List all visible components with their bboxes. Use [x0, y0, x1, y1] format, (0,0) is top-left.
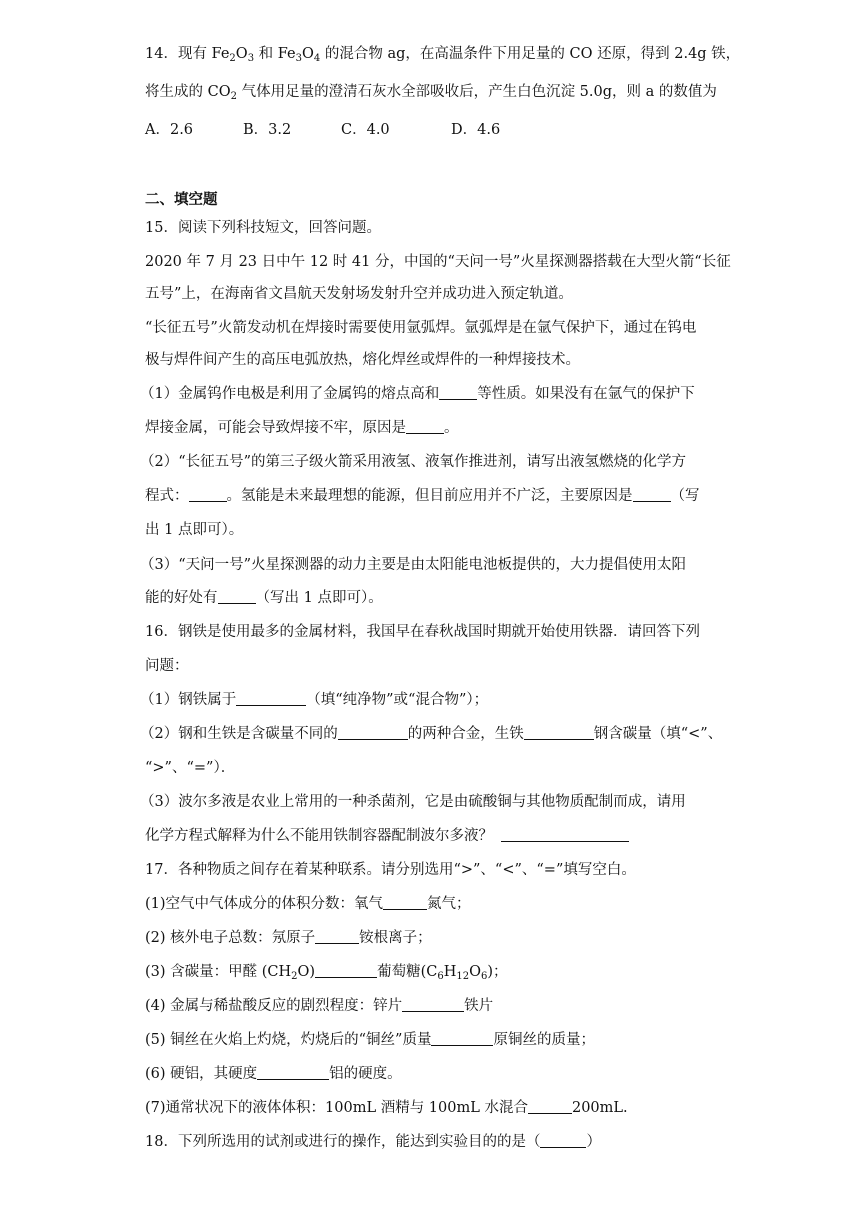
- q15-intro: 15．阅读下列科技短文，回答问题。: [145, 220, 381, 236]
- q14-text: 和 Fe: [254, 46, 296, 62]
- q14-line2: [145, 82, 717, 107]
- q15-text: 。: [444, 420, 459, 436]
- q16-text: 化学方程式解释为什么不能用铁制容器配制波尔多液？: [145, 828, 493, 844]
- q17-text: (3) 含碳量：甲醛 (CH: [145, 964, 292, 980]
- q17-text: 铁片: [464, 998, 494, 1014]
- q17-item-3: [145, 962, 508, 987]
- q17-item-2: [145, 928, 432, 948]
- q17-item-7: [145, 1098, 628, 1118]
- q15-sub3-line2: [145, 588, 383, 608]
- q18-text: 18．下列所选用的试剂或进行的操作，能达到实验目的的是（: [145, 1134, 541, 1150]
- answer-blank[interactable]: [540, 1133, 586, 1148]
- q17-text: (1)空气中气体成分的体积分数：氧气: [145, 896, 384, 912]
- q15-text: 焊接金属，可能会导致焊接不牢，原因是: [145, 420, 406, 436]
- subscript: 4: [313, 53, 321, 64]
- q16-sub3-line2: [145, 826, 629, 846]
- q17-text: O: [469, 964, 481, 980]
- q16-sub2-line1: [140, 724, 722, 744]
- q16-sub3-line1: （3）波尔多液是农业上常用的一种杀菌剂，它是由硫酸铜与其他物质配制而成，请用: [140, 794, 686, 810]
- section-title: 二、填空题: [145, 191, 218, 208]
- q15-line: 2020 年 7 月 23 日中午 12 时 41 分，中国的“天问一号”火星探测器搭载在大型火箭“长征: [145, 254, 731, 270]
- answer-blank[interactable]: [633, 487, 671, 502]
- q18-text: ）: [586, 1134, 601, 1150]
- q16-text: 钢含碳量（填“<”、: [593, 726, 723, 742]
- subscript: 3: [295, 53, 303, 64]
- q15-sub2-line1: （2）“长征五号”的第三子级火箭采用液氢、液氧作推进剂，请写出液氢燃烧的化学方: [140, 454, 687, 470]
- q17-text: 铵根离子；: [359, 930, 432, 946]
- q17-item-5: [145, 1030, 595, 1050]
- q17-text: O): [297, 964, 316, 980]
- answer-blank[interactable]: [189, 487, 227, 502]
- answer-blank[interactable]: [338, 725, 408, 740]
- subscript: 6: [481, 971, 488, 982]
- q15-text: （1）金属钨作电极是利用了金属钨的熔点高和: [140, 386, 440, 402]
- q17-text: (5) 铜丝在火焰上灼烧，灼烧后的“铜丝”质量: [145, 1032, 432, 1048]
- subscript: 2: [291, 971, 298, 982]
- q17-item-1: [145, 894, 471, 914]
- q15-text: 。氢能是未来最理想的能源，但目前应用并不广泛，主要原因是: [226, 488, 633, 504]
- q16-text: （2）钢和生铁是含碳量不同的: [140, 726, 338, 742]
- q14-text: 将生成的 CO: [145, 84, 231, 100]
- q15-text: 程式：: [145, 488, 189, 504]
- subscript: 3: [247, 53, 255, 64]
- answer-blank[interactable]: [315, 929, 359, 944]
- q16-line: 问题：: [145, 658, 189, 674]
- subscript: 6: [437, 971, 444, 982]
- q14-text: 的混合物 ag，在高温条件下用足量的 CO 还原，得到 2.4g 铁，: [320, 46, 741, 62]
- q17-text: (2) 核外电子总数：氖原子: [145, 930, 316, 946]
- q18-line: [145, 1132, 601, 1152]
- q15-text: （写出 1 点即可）。: [255, 590, 383, 606]
- option-d[interactable]: D．4.6: [451, 122, 501, 138]
- answer-blank[interactable]: [528, 1099, 572, 1114]
- q15-line: “长征五号”火箭发动机在焊接时需要使用氩弧焊。氩弧焊是在氩气保护下，通过在钨电: [145, 320, 697, 336]
- answer-blank[interactable]: [501, 827, 629, 842]
- q17-text: 葡萄糖(C: [377, 964, 438, 980]
- option-b[interactable]: B．3.2: [243, 122, 292, 138]
- answer-blank[interactable]: [402, 997, 464, 1012]
- q14-text: 14．现有 Fe: [145, 46, 230, 62]
- q14-text: O: [235, 46, 248, 62]
- answer-blank[interactable]: [257, 1065, 329, 1080]
- q16-sub1: [140, 690, 488, 710]
- option-a[interactable]: A．2.6: [145, 122, 194, 138]
- answer-blank[interactable]: [431, 1031, 493, 1046]
- q17-text: (6) 硬铝，其硬度: [145, 1066, 258, 1082]
- q17-text: 氮气；: [427, 896, 471, 912]
- answer-blank[interactable]: [406, 419, 444, 434]
- q17-text: 原铜丝的质量；: [493, 1032, 595, 1048]
- answer-blank[interactable]: [236, 691, 306, 706]
- q16-sub2-line2: “>”、“=”）．: [145, 760, 236, 776]
- answer-blank[interactable]: [383, 895, 427, 910]
- q17-item-6: [145, 1064, 402, 1084]
- q14-text: 气体用足量的澄清石灰水全部吸收后，产生白色沉淀 5.0g，则 a 的数值为: [236, 84, 717, 100]
- q17-text: 200mL.: [571, 1100, 628, 1116]
- subscript: 2: [230, 91, 237, 102]
- q17-text: 铝的硬度。: [329, 1066, 402, 1082]
- q16-text: （填“纯净物”或“混合物”）；: [306, 692, 489, 708]
- q16-text: 的两种合金，生铁: [407, 726, 524, 742]
- q17-intro: 17．各种物质之间存在着某种联系。请分别选用“>”、“<”、“=”填写空白。: [145, 862, 636, 878]
- answer-blank[interactable]: [524, 725, 594, 740]
- q16-intro: 16．钢铁是使用最多的金属材料，我国早在春秋战国时期就开始使用铁器．请回答下列: [145, 624, 700, 640]
- q17-text: )；: [487, 964, 508, 980]
- q15-sub2-line2: [145, 486, 700, 506]
- subscript: 12: [456, 971, 470, 982]
- q14-options: [145, 120, 500, 140]
- option-c[interactable]: C．4.0: [341, 122, 390, 138]
- subscript: 2: [229, 53, 236, 64]
- q17-text: (7)通常状况下的液体体积：100mL 酒精与 100mL 水混合: [145, 1100, 528, 1116]
- q14-line1: [145, 44, 740, 69]
- q17-text: (4) 金属与稀盐酸反应的剧烈程度：锌片: [145, 998, 403, 1014]
- q15-sub1-line2: [145, 418, 459, 438]
- q15-text: 能的好处有: [145, 590, 218, 606]
- answer-blank[interactable]: [315, 963, 377, 978]
- q14-text: O: [302, 46, 314, 62]
- q15-line: 极与焊件间产生的高压电弧放热，熔化焊丝或焊件的一种焊接技术。: [145, 352, 580, 368]
- q16-text: （1）钢铁属于: [140, 692, 237, 708]
- q15-text: 等性质。如果没有在氩气的保护下: [477, 386, 695, 402]
- q15-text: （写: [670, 488, 700, 504]
- answer-blank[interactable]: [439, 385, 477, 400]
- answer-blank[interactable]: [218, 589, 256, 604]
- q15-line: 五号”上，在海南省文昌航天发射场发射升空并成功进入预定轨道。: [145, 286, 573, 302]
- q15-sub1-line1: [140, 384, 695, 404]
- q17-text: H: [443, 964, 457, 980]
- q15-sub3-line1: （3）“天问一号”火星探测器的动力主要是由太阳能电池板提供的，大力提倡使用太阳: [140, 557, 687, 573]
- q15-sub2-line3: 出 1 点即可）。: [145, 522, 244, 538]
- q17-item-4: [145, 996, 493, 1016]
